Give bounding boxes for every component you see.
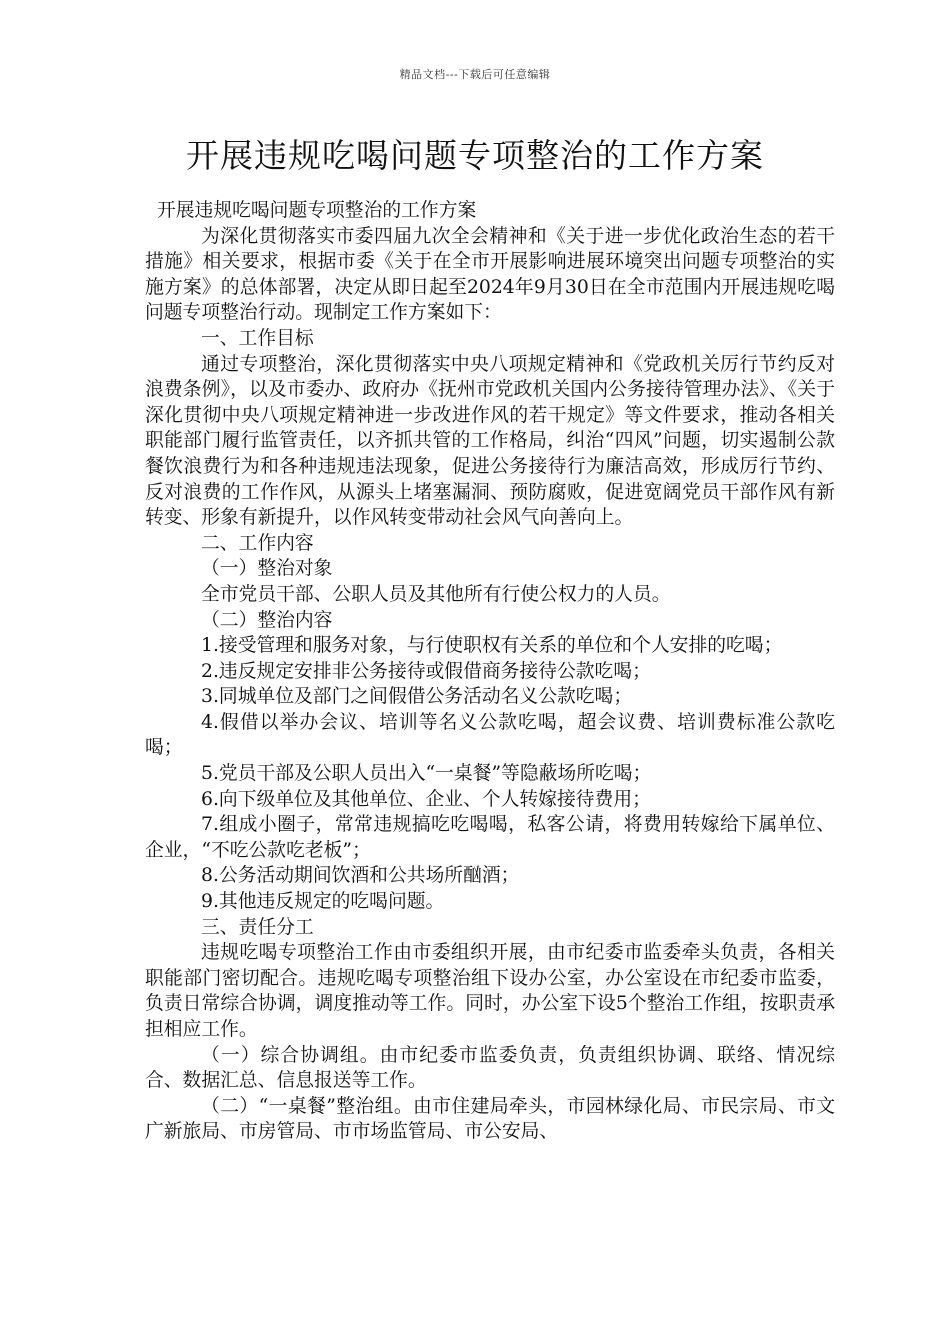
list-item: 5.党员干部及公职人员出入“一桌餐”等隐蔽场所吃喝； [201, 763, 652, 785]
goals-paragraph: 通过专项整治，深化贯彻落实中央八项规定精神和《党政机关厉行节约反对浪费条例》，以及市委办、政府办《抚州市党政机关国内公务接待管理办法》、《关于深化贯彻中央八项规定精神进一步改进作风的若干规定》等文件要求，推动各相关职能部门履行监管责任，以齐抓共管的工作格局，纠治“四风”问题，切实遏制公款餐饮浪费行为和各种违规违法现象，促进公务接待行为廉洁高效，形成厉行节约、反对浪费的工作作风，从源头上堵塞漏洞、预防腐败，促进宽阔党员干部作风有新转变、形象有新提升，以作风转变带动社会风气向善向上。 [145, 353, 835, 529]
section-heading-goals: 一、工作目标 [201, 327, 314, 349]
targets-paragraph: 全市党员干部、公职人员及其他所有行使公权力的人员。 [201, 583, 671, 605]
list-item: 3.同城单位及部门之间假借公务活动名义公款吃喝； [201, 686, 633, 708]
list-item: 6.向下级单位及其他单位、企业、个人转嫁接待费用； [201, 788, 651, 810]
responsibility-paragraph: 违规吃喝专项整治工作由市委组织开展，由市纪委市监委牵头负责，各相关职能部门密切配合。违规吃喝专项整治组下设办公室，办公室设在市纪委市监委，负责日常综合协调，调度推动等工作。同时，办公室下设5个整治工作组，按职责承担相应工作。 [145, 942, 835, 1040]
group-coordination-paragraph: （一）综合协调组。由市纪委市监委负责，负责组织协调、联络、情况综合、数据汇总、信息报送等工作。 [145, 1044, 835, 1092]
list-item: 4.假借以举办会议、培训等名义公款吃喝，超会议费、培训费标准公款吃喝； [145, 711, 835, 759]
document-body [145, 198, 835, 1145]
list-item: 8.公务活动期间饮酒和公共场所酗酒； [201, 865, 520, 887]
subsection-heading-targets: （一）整治对象 [201, 558, 333, 580]
header-note: 精品文档---下载后可任意编辑 [399, 68, 551, 81]
group-one-table-paragraph: （二）“一桌餐”整治组。由市住建局牵头，市园林绿化局、市民宗局、市文广新旅局、市房管局、市市场监管局、市公安局、 [145, 1095, 835, 1143]
subsection-heading-items: （二）整治内容 [201, 609, 333, 631]
list-item: 2.违反规定安排非公务接待或假借商务接待公款吃喝； [201, 660, 651, 682]
list-item: 7.组成小圈子，常常违规搞吃吃喝喝，私客公请，将费用转嫁给下属单位、企业，“不吃公款吃老板”； [145, 814, 835, 861]
document-title: 开展违规吃喝问题专项整治的工作方案 [186, 136, 764, 175]
list-item: 1.接受管理和服务对象，与行使职权有关系的单位和个人安排的吃喝； [201, 635, 783, 657]
list-item: 9.其他违反规定的吃喝问题。 [201, 891, 445, 913]
document-subtitle: 开展违规吃喝问题专项整治的工作方案 [157, 200, 477, 221]
intro-paragraph: 为深化贯彻落实市委四届九次全会精神和《关于进一步优化政治生态的若干措施》相关要求，根据市委《关于在全市开展影响进展环境突出问题专项整治的实施方案》的总体部署，决定从即日起至2024年9月30日在全市范围内开展违规吃喝问题专项整治行动。现制定工作方案如下： [145, 225, 835, 324]
section-heading-responsibility: 三、责任分工 [201, 916, 314, 938]
section-heading-content: 二、工作内容 [201, 532, 314, 554]
